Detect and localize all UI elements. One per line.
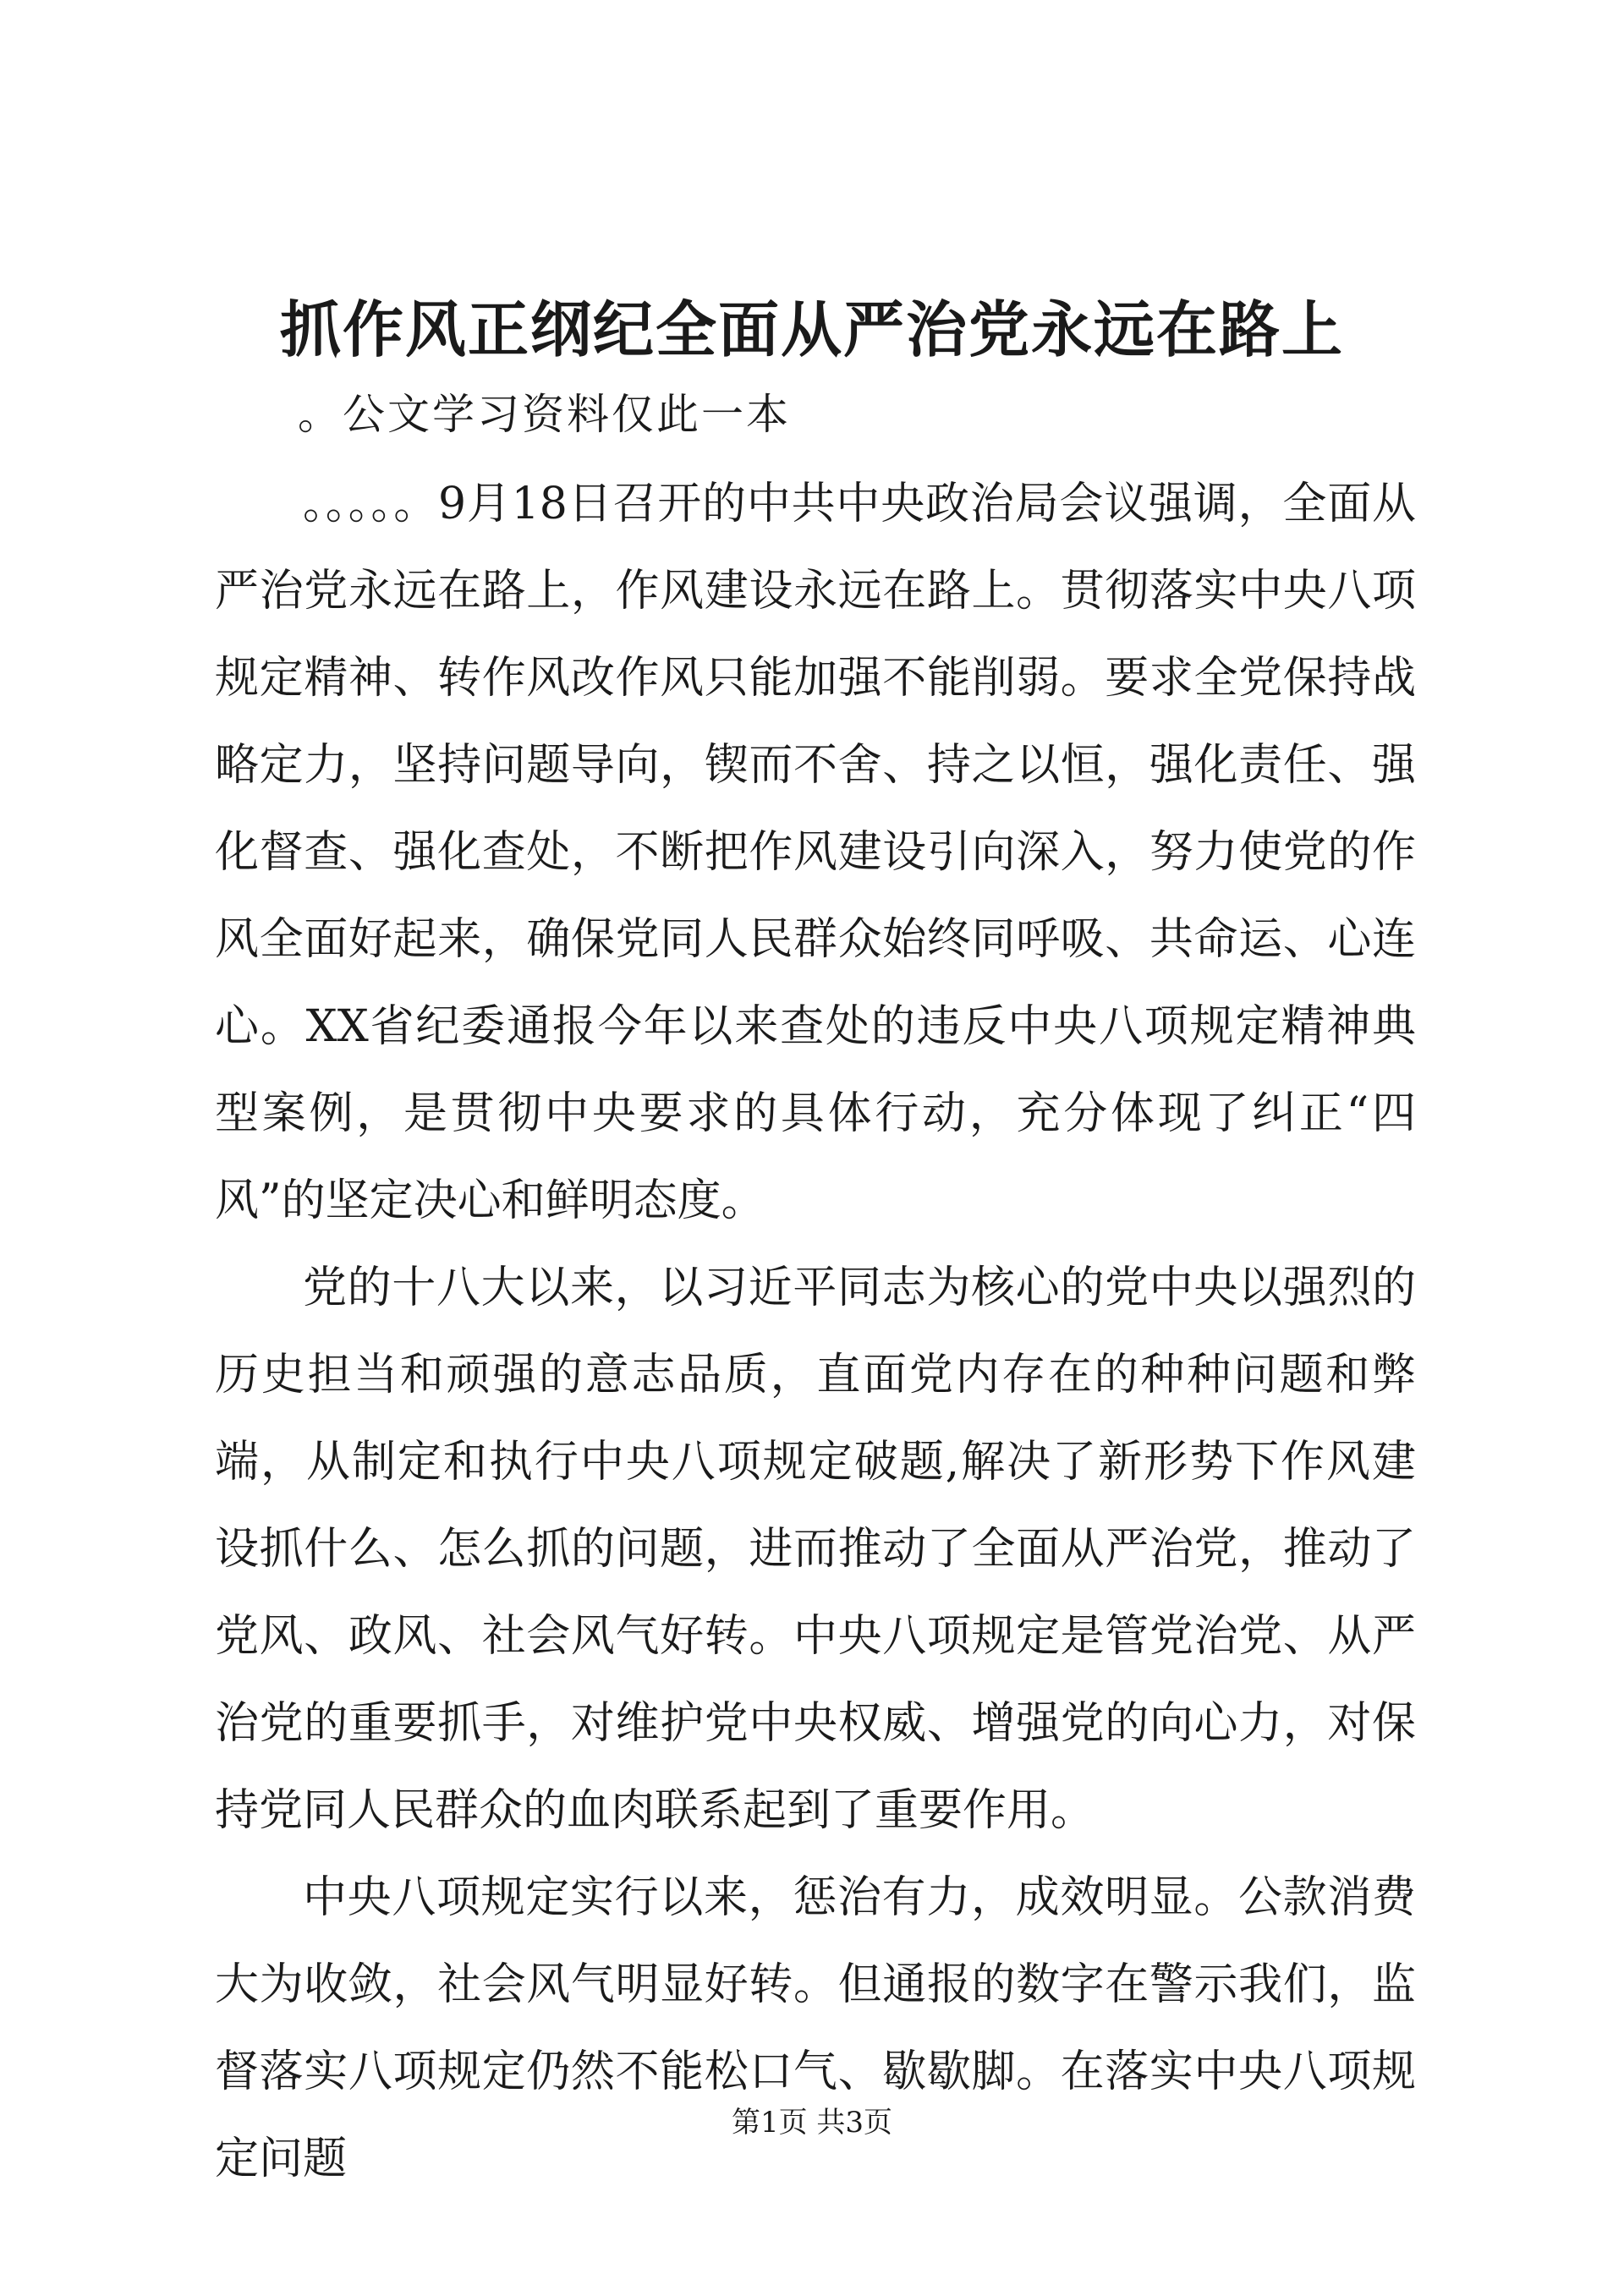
paragraph-3: 中央八项规定实行以来，惩治有力，成效明显。公款消费大为收敛，社会风气明显好转。但通报的数字在警示我们，监督落实八项规定仍然不能松口气、歇歇脚。在落实中央八项规定问题 (215, 1872, 1416, 2184)
paragraph-2: 党的十八大以来，以习近平同志为核心的党中央以强烈的历史担当和顽强的意志品质，直面党内存在的种种问题和弊端，从制定和执行中央八项规定破题,解决了新形势下作风建设抓什么、怎么抓的问题，进而推动了全面从严治党，推动了党风、政风、社会风气好转。中央八项规定是管党治党、从严治党的重要抓手，对维护党中央权威、增强党的向心力，对保持党同人民群众的血肉联系起到了重要作用。 (215, 1263, 1416, 1836)
paragraph-1: 。。。。。9月18日召开的中共中央政治局会议强调，全面从严治党永远在路上，作风建设永远在路上。贯彻落实中央八项规定精神、转作风改作风只能加强不能削弱。要求全党保持战略定力，坚持问题导向，锲而不舍、持之以恒，强化责任、强化督查、强化查处，不断把作风建设引向深入，努力使党的作风全面好起来，确保党同人民群众始终同呼吸、共命运、心连心。XX省纪委通报今年以来查处的违反中央八项规定精神典型案例，是贯彻中央要求的具体行动，充分体现了纠正“四风”的坚定决心和鲜明态度。 (215, 479, 1416, 1226)
document-title: 抓作风正纲纪全面从严治党永远在路上 (279, 293, 1344, 365)
document-subtitle: 。公文学习资料仅此一本 (298, 390, 791, 439)
document-body (215, 461, 1416, 2203)
page-footer: 第1页 共3页 (731, 2106, 893, 2140)
